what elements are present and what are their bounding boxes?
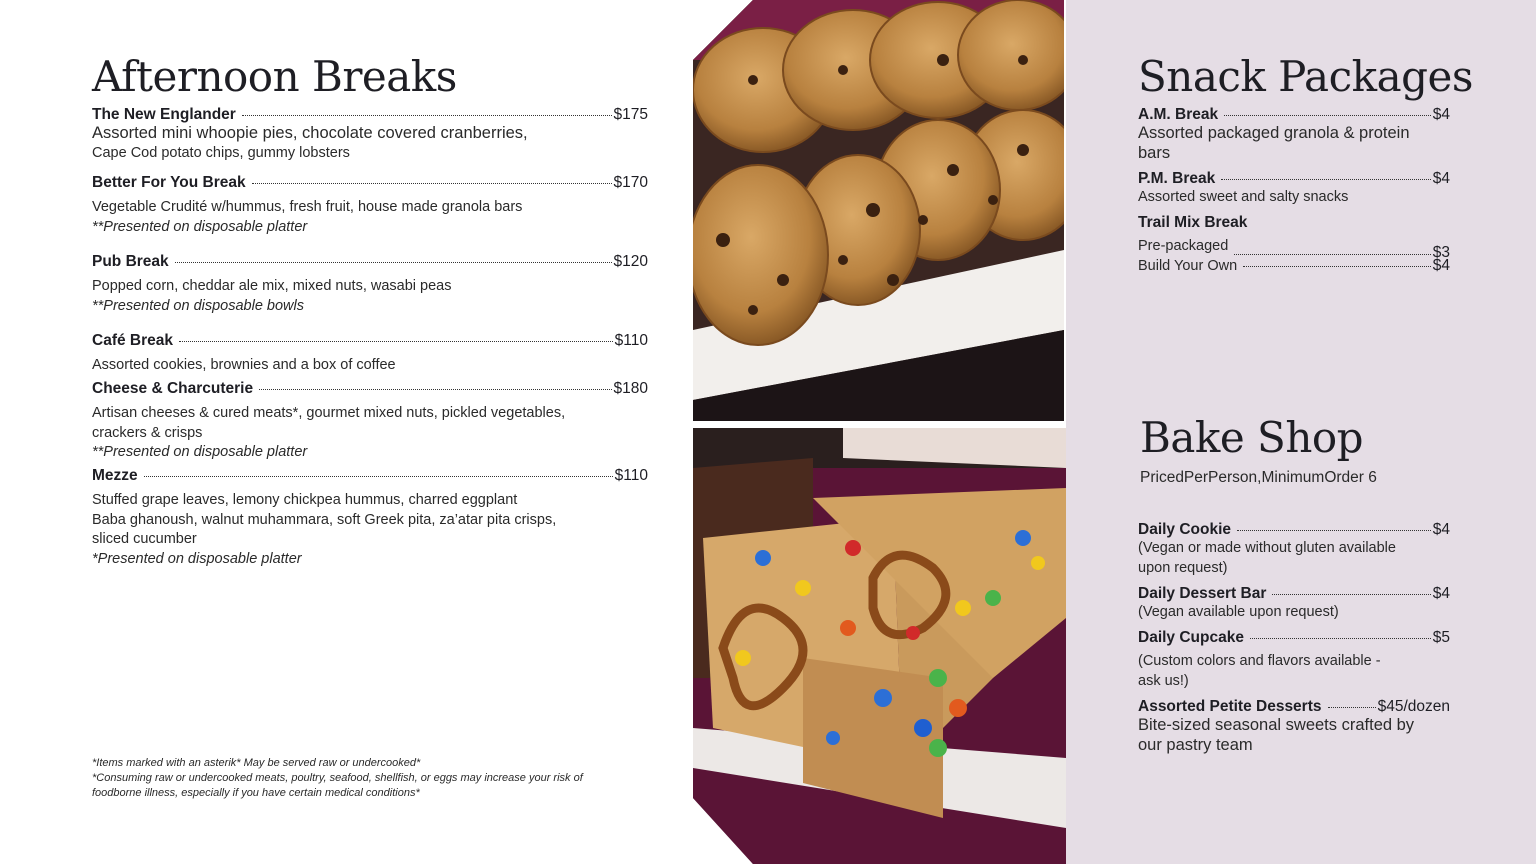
leader-dots xyxy=(175,262,612,263)
item-name: Cheese & Charcuterie xyxy=(92,380,254,397)
menu-item-cafe-break xyxy=(92,332,648,376)
item-name: The New Englander xyxy=(92,106,236,123)
item-desc: Baba ghanoush, walnut muhammara, soft Greek pita, za’atar pita crisps, xyxy=(92,511,557,528)
item-price: $110 xyxy=(614,467,648,484)
item-desc: (Vegan available upon request) xyxy=(1138,604,1339,620)
item-desc: Popped corn, cheddar ale mix, mixed nuts, wasabi peas xyxy=(92,278,452,294)
item-desc: (Vegan or made without gluten available xyxy=(1138,540,1396,556)
item-desc: Cape Cod potato chips, gummy lobsters xyxy=(92,144,350,161)
item-name: Daily Dessert Bar xyxy=(1138,585,1267,602)
food-photos xyxy=(693,0,1066,864)
item-price: $110 xyxy=(614,332,648,349)
item-name: Daily Cupcake xyxy=(1138,629,1244,646)
menu-item-daily-dessert-bar xyxy=(1138,585,1450,623)
item-note: **Presented on disposable bowls xyxy=(92,297,304,314)
leader-dots xyxy=(1272,594,1430,595)
leader-dots xyxy=(242,115,612,116)
item-price: $4 xyxy=(1432,106,1450,123)
item-desc: Assorted packaged granola & protein xyxy=(1138,124,1410,142)
item-name: A.M. Break xyxy=(1138,106,1219,123)
item-desc: Artisan cheeses & cured meats*, gourmet mixed nuts, pickled vegetables, xyxy=(92,405,566,421)
disclaimer-line: *Consuming raw or undercooked meats, poultry, seafood, shellfish, or eggs may increase your risk of xyxy=(92,772,583,784)
leader-dots xyxy=(1221,179,1430,180)
item-name: Café Break xyxy=(92,332,173,349)
leader-dots xyxy=(259,389,611,390)
disclaimer-line: foodborne illness, especially if you have certain medical conditions* xyxy=(92,787,420,799)
option-label: Build Your Own xyxy=(1138,257,1238,274)
cookie-bars-photo xyxy=(693,428,1066,864)
item-desc: upon request) xyxy=(1138,559,1228,576)
item-desc: our pastry team xyxy=(1138,735,1253,754)
item-desc: (Custom colors and flavors available - xyxy=(1138,653,1381,669)
item-note: **Presented on disposable platter xyxy=(92,444,308,460)
menu-item-petite-desserts xyxy=(1138,698,1450,755)
menu-item-new-englander xyxy=(92,106,648,163)
bake-shop-subtitle: PricedPerPerson,MinimumOrder 6 xyxy=(1140,469,1377,486)
item-note: *Presented on disposable platter xyxy=(92,550,302,567)
menu-item-better-for-you xyxy=(92,174,648,237)
item-price: $175 xyxy=(613,106,648,123)
item-price: $170 xyxy=(613,174,648,191)
leader-dots xyxy=(1250,638,1431,639)
snack-packages-title: Snack Packages xyxy=(1138,52,1473,101)
item-desc: Bite-sized seasonal sweets crafted by xyxy=(1138,716,1415,734)
afternoon-breaks-panel xyxy=(0,0,690,864)
menu-item-trail-mix xyxy=(1138,214,1450,276)
item-price: $180 xyxy=(613,380,648,397)
leader-dots xyxy=(1224,115,1431,116)
item-desc: crackers & crisps xyxy=(92,424,203,441)
cookies-photo xyxy=(693,0,1064,421)
option-price: $3 xyxy=(1432,244,1450,261)
item-desc: Assorted mini whoopie pies, chocolate covered cranberries, xyxy=(92,124,528,142)
item-note: **Presented on disposable platter xyxy=(92,218,308,235)
leader-dots xyxy=(1328,707,1376,708)
allergen-disclaimer xyxy=(92,756,632,801)
item-desc: Assorted sweet and salty snacks xyxy=(1138,189,1349,205)
item-desc: bars xyxy=(1138,143,1171,162)
leader-dots xyxy=(179,341,613,342)
leader-dots xyxy=(1243,266,1431,267)
menu-item-mezze xyxy=(92,467,648,569)
item-price: $4 xyxy=(1432,170,1450,187)
item-price: $120 xyxy=(613,253,648,270)
menu-item-cheese-charcuterie xyxy=(92,380,648,463)
item-price: $4 xyxy=(1432,521,1450,538)
trail-option-build xyxy=(1138,257,1450,277)
item-name: Assorted Petite Desserts xyxy=(1138,698,1322,715)
item-name: Better For You Break xyxy=(92,174,246,191)
bake-shop-title: Bake Shop xyxy=(1140,413,1364,462)
option-price: $4 xyxy=(1432,256,1450,274)
item-desc: Assorted cookies, brownies and a box of coffee xyxy=(92,357,396,373)
item-name: Pub Break xyxy=(92,253,169,270)
cookies-illustration xyxy=(693,0,1064,421)
item-desc: Stuffed grape leaves, lemony chickpea hummus, charred eggplant xyxy=(92,492,518,508)
item-price: $4 xyxy=(1432,585,1450,602)
item-price: $5 xyxy=(1432,629,1450,646)
item-desc: Vegetable Crudité w/hummus, fresh fruit, house made granola bars xyxy=(92,199,523,215)
leader-dots xyxy=(1234,254,1430,255)
menu-item-pm-break xyxy=(1138,170,1450,208)
trail-option-prepackaged xyxy=(1138,237,1450,261)
leader-dots xyxy=(1237,530,1431,531)
leader-dots xyxy=(252,183,612,184)
menu-item-daily-cupcake xyxy=(1138,629,1450,691)
item-name: P.M. Break xyxy=(1138,170,1216,187)
item-price: $45/dozen xyxy=(1377,698,1450,715)
option-label: Pre-packaged xyxy=(1138,238,1229,254)
item-name: Daily Cookie xyxy=(1138,521,1232,538)
leader-dots xyxy=(144,476,613,477)
item-desc: ask us!) xyxy=(1138,672,1189,689)
menu-item-pub-break xyxy=(92,253,648,316)
afternoon-breaks-title: Afternoon Breaks xyxy=(92,52,457,101)
menu-item-daily-cookie xyxy=(1138,521,1450,578)
cookie-bars-illustration xyxy=(693,428,1066,864)
menu-item-am-break xyxy=(1138,106,1450,163)
item-desc: sliced cucumber xyxy=(92,531,197,547)
item-name: Trail Mix Break xyxy=(1138,214,1248,231)
disclaimer-line: *Items marked with an asterik* May be served raw or undercooked* xyxy=(92,757,421,769)
item-name: Mezze xyxy=(92,467,138,484)
